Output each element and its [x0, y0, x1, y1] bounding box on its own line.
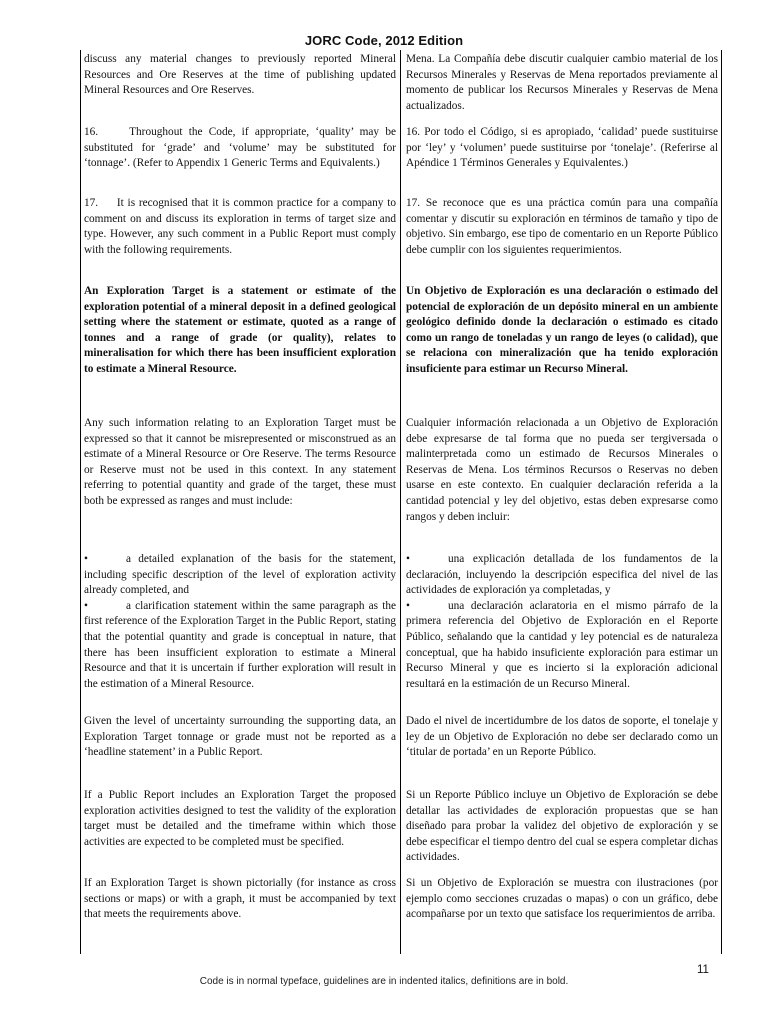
bullet-text: una explicación detallada de los fundamentos de la declaración, incluyendo la descripción especifica del nivel de las actividades de exploración ya completadas, y — [406, 553, 718, 597]
page-title: JORC Code, 2012 Edition — [304, 33, 464, 48]
english-paragraph: If a Public Report includes an Exploration Target the proposed exploration activities designed to test the validity of the exploration target must be detailed and the timeframe within which those activities are expected to be completed must be specified. — [84, 789, 396, 848]
list-item — [406, 552, 718, 599]
english-bullet-list — [84, 552, 396, 692]
english-definition: An Exploration Target is a statement or estimate of the exploration potential of a mineral deposit in a defined geological setting where the statement or estimate, quoted as a range of tonnes and a range of grade (or quality), relates to mineralisation for which there has been insufficient exploration to estimate a Mineral Resource. — [84, 285, 396, 375]
list-item — [84, 599, 396, 693]
spanish-paragraph: 17. Se reconoce que es una práctica común para una compañía comentar y discutir su exploración en términos de tamaño y tipo de objetivo. Sin embargo, ese tipo de comentario en un Reporte Público debe cumplir con los siguientes requerimientos. — [406, 197, 718, 256]
footer-note: Code is in normal typeface, guidelines are in indented italics, definitions are in bold. — [199, 976, 569, 987]
english-paragraph: Any such information relating to an Exploration Target must be expressed so that it cannot be misrepresented or misconstrued as an estimate of a Mineral Resource or Ore Reserve. The terms Resource or Reserve must not be used in this context. In any statement referring to potential quantity and grade of the target, these must both be expressed as ranges and must include: — [84, 417, 396, 507]
spanish-paragraph: Dado el nivel de incertidumbre de los datos de soporte, el tonelaje y ley de un Objetivo de Exploración no debe ser declarado como un ‘titular de portada’ en un Reporte Público. — [406, 715, 718, 759]
list-item — [84, 552, 396, 599]
spanish-bullet-list — [406, 552, 718, 692]
english-paragraph: If an Exploration Target is shown pictorially (for instance as cross sections or maps) or with a graph, it must be accompanied by text that meets the requirements above. — [84, 877, 396, 921]
bullet-text: a detailed explanation of the basis for the statement, including specific description of the level of exploration activity already completed, and — [84, 553, 396, 597]
spanish-definition: Un Objetivo de Exploración es una declaración o estimado del potencial de exploración de un depósito mineral en un ambiente geológico definido donde la declaración o estimado es citado como un rango de toneladas y un rango de leyes (o calidad), que se relaciona con mineralización que ha tenido exploración insuficiente para estimar un Recurso Mineral. — [406, 285, 718, 375]
spanish-paragraph: Mena. La Compañía debe discutir cualquier cambio material de los Recursos Minerales y Reservas de Mena reportados previamente al momento de publicar los Recursos Minerales y Reservas de Mena actualizados. — [406, 53, 718, 112]
spanish-paragraph: Si un Reporte Público incluye un Objetivo de Exploración se debe detallar las actividades de exploración propuestas que se han diseñado para probar la validez del objetivo de exploración y se debe especificar el tiempo dentro del cual se espera completar dichas actividades. — [406, 789, 718, 864]
english-paragraph: discuss any material changes to previously reported Mineral Resources and Ore Reserves at the time of publishing updated Mineral Resources and Ore Reserves. — [84, 53, 396, 97]
english-paragraph: 16. Throughout the Code, if appropriate, ‘quality’ may be substituted for ‘grade’ and ‘volume’ may be substituted for ‘tonnage’. (Refer to Appendix 1 Generic Terms and Equivalents.) — [84, 126, 399, 170]
english-paragraph: Given the level of uncertainty surrounding the supporting data, an Exploration Target tonnage or grade must not be reported as a ‘headline statement’ in a Public Report. — [84, 715, 396, 759]
page-number: 11 — [697, 964, 709, 976]
bullet-icon: • — [84, 599, 88, 612]
english-paragraph: 17. It is recognised that it is common practice for a company to comment on and discuss its exploration in terms of target size and type. However, any such comment in a Public Report must comply with the following requirements. — [84, 197, 399, 256]
bullet-text: a clarification statement within the same paragraph as the first reference of the Exploration Target in the Public Report, stating that the potential quantity and grade is conceptual in nature, that there has been insufficient exploration to estimate a Mineral Resource and that it is uncertain if further exploration will result in the estimation of a Mineral Resource. — [84, 599, 396, 690]
bullet-icon: • — [406, 599, 410, 612]
bullet-text: una declaración aclaratoria en el mismo párrafo de la primera referencia del Objetivo de Exploración en el Reporte Público, señalando que la cantidad y ley potencial es de naturaleza conceptual, que ha habido insuficiente exploración para estimar un Recurso Mineral y que es incierto si la exploración adicional resultará en la estimación de un Recurso Mineral. — [406, 599, 718, 690]
bullet-icon: • — [406, 553, 410, 565]
spanish-paragraph: Si un Objetivo de Exploración se muestra con ilustraciones (por ejemplo como secciones cruzadas o mapas) o con un gráfico, debe acompañarse por un texto que satisface los requerimientos de arriba. — [406, 877, 718, 921]
spanish-paragraph: Cualquier información relacionada a un Objetivo de Exploración debe expresarse de tal forma que no pueda ser tergiversada o malinterpretada como un estimado de Recursos Minerales o Reservas de Mena. Los términos Recursos o Reservas no deben usarse en este contexto. En cualquier declaración referida a la cantidad potencial y ley del objetivo, estas deben expresarse como rangos y deben incluir: — [406, 417, 718, 523]
bullet-icon: • — [84, 553, 88, 565]
list-item — [406, 599, 718, 693]
column-divider — [400, 50, 401, 954]
spanish-paragraph: 16. Por todo el Código, si es apropiado, ‘calidad’ puede sustituirse por ‘ley’ y ‘volumen’ puede sustituirse por ‘tonelaje’. (Referirse al Apéndice 1 Términos Generales y Equivalentes.) — [406, 126, 718, 170]
